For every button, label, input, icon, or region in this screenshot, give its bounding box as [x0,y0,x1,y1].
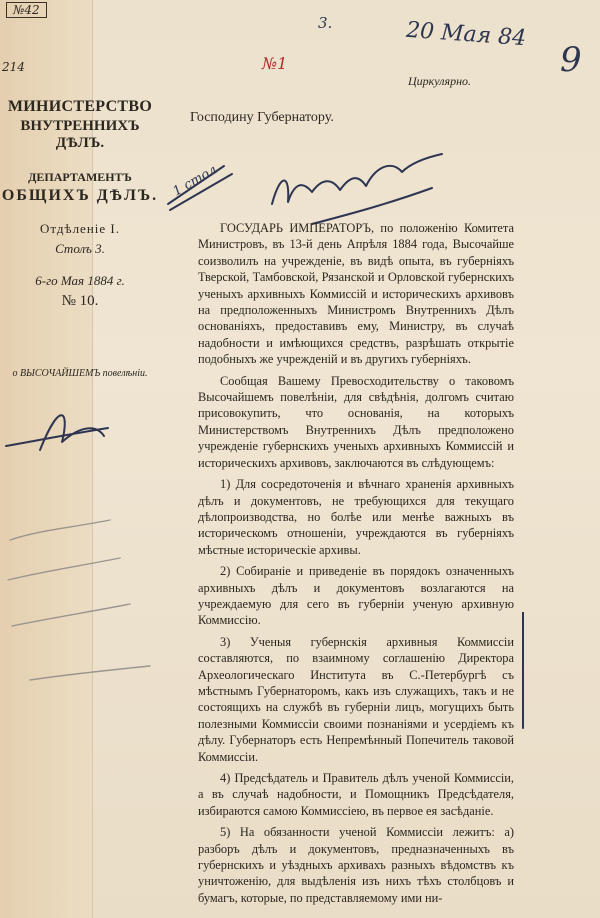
faint-pencil-notes [8,520,150,680]
margin-bracket-line [518,612,528,732]
red-pencil-number: №1 [262,54,288,73]
department-name: ОБЩИХЪ ДѢЛЪ. [1,187,159,204]
handwritten-page-number: 9 [560,40,582,80]
desk-label: Столъ 3. [55,241,105,256]
department-label: ДЕПАРТАМЕНТЪ [28,170,132,184]
paragraph-point-2: 2) Собираніе и приведеніе въ порядокъ означенныхъ архивныхъ дѣлъ и документовъ возлагаются на учреждаемую для сего въ губерніи ученую архивную Коммиссію. [198,564,514,628]
circular-label: Циркулярно. [408,74,472,88]
section-label: Отдѣленіе I. [40,221,120,236]
paragraph-point-4: 4) Предсѣдатель и Правитель дѣлъ ученой Коммиссіи, а въ случаѣ надобности, и Помощникъ Предсѣдателя, избираются самою Коммиссіею, въ первое ея засѣданіе. [198,771,514,818]
paragraph-point-3: 3) Ученыя губернскія архивныя Коммиссіи составляются, по взаимному соглашенію Директора Археологическаго Института въ С.-Петербургѣ съ мѣстнымъ Губернаторомъ, какъ изъ служащихъ, такъ и не состоящихъ на службѣ въ губерніи лицъ, могущихъ быть полезными Коммиссіи своими познаніями и усердіемъ къ дѣлу. Губернаторъ есть Непремѣнный Попечитель таковой Коммиссіи. [198,634,514,764]
document-number: № 10. [61,293,99,309]
letterhead [0,98,160,310]
margin-flourish [40,415,104,450]
paragraph-point-5: 5) На обязанности ученой Коммиссіи лежитъ: а) разборъ дѣлъ и документовъ, предназначенныхъ въ губернскихъ и уѣздныхъ архивахъ разныхъ вѣдомствъ къ уничтоженію, для выдѣленія изъ нихъ тѣхъ столбцовъ и бумагъ, которые, по представляемому ими ни- [198,825,514,905]
handwritten-date: 20 Мая 84 [405,17,527,52]
ministry-subtitle: ВНУТРЕННИХЪ ДѢЛЪ. [20,118,140,151]
ministry-name: МИНИСТЕРСТВО [7,98,153,115]
signature-scrawl [272,154,442,204]
handwritten-top-number: 3. [318,14,333,32]
document-date: 6-го Мая 1884 г. [35,273,125,288]
stamp-mark [168,162,232,210]
subject-note: о ВЫСОЧАЙШЕМЪ повелѣніи. [12,368,148,379]
paragraph-point-1: 1) Для сосредоточенія и вѣчнаго храненія архивныхъ дѣлъ и документовъ, не требующихся для текущаго дѣлопроизводства, но болѣе или менѣе важныхъ въ историческомъ отношеніи, учреждаются въ губерніяхъ мѣстные историческіе архивы. [198,477,514,557]
addressee: Господину Губернатору. [190,110,334,125]
paragraph-intro: ГОСУДАРЬ ИМПЕРАТОРЪ, по положенію Комитета Министровъ, въ 13-й день Апрѣля 1884 года, Высочайше соизволилъ на учрежденіе, въ видѣ опыта, въ губерніяхъ Тверской, Тамбовской, Рязанской и Орловской губернскихъ ученыхъ архивныхъ Коммиссій и историческихъ архивовъ на предположенныхъ Министромъ Внутреннихъ Дѣлъ основаніяхъ, предоставивъ ему, Министру, въ случаѣ надобности и имѣющихся средствъ, разрѣшать открытіе подобныхъ же учрежденій и въ другихъ губерніяхъ. [198,221,514,367]
paragraph-notice: Сообщая Вашему Превосходительству о таковомъ Высочайшемъ повелѣніи, для свѣдѣнія, долгомъ считаю присовокупить, что основанія, на которыхъ Министерствомъ Внутреннихъ Дѣлъ предположено учрежденіе губернскихъ ученыхъ архивныхъ Коммиссій и историческихъ архивовъ, заключаются въ слѣдующемъ: [198,373,514,470]
letter-body [198,220,514,911]
stamp-text: 1 стол [170,162,220,200]
margin-annotations [0,390,190,770]
margin-number: 214 [2,60,25,74]
archive-box-number: №42 [6,2,47,18]
